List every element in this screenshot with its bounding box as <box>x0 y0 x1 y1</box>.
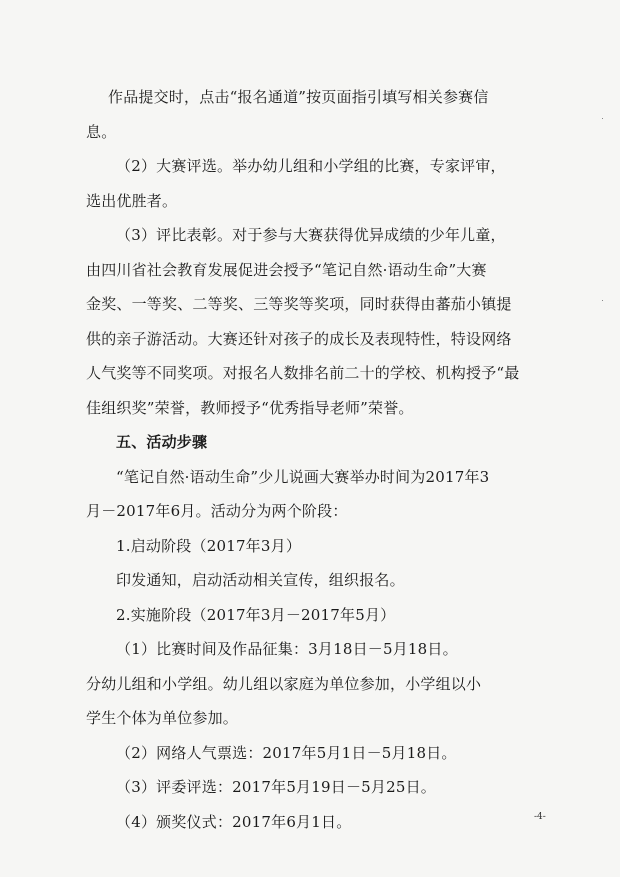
text-line: 1.启动阶段（2017年3月） <box>116 536 302 555</box>
text-line: “笔记自然·语动生命”少儿说画大赛举办时间为2017年3 <box>116 467 490 486</box>
text-line: 供的亲子游活动。大赛还针对孩子的成长及表现特性，特设网络 <box>86 329 512 348</box>
text-line: （1）比赛时间及作品征集：3月18日－5月18日。 <box>116 640 458 658</box>
page-number: -4- <box>534 812 546 822</box>
text-line: 学生个体为单位参加。 <box>86 709 239 727</box>
text-line: （3）评比表彰。对于参与大赛获得优异成绩的少年儿童， <box>116 226 506 244</box>
text-line: 由四川省社会教育发展促进会授予“笔记自然·语动生命”大赛 <box>86 260 487 279</box>
text-line: （4）颁奖仪式：2017年6月1日。 <box>116 812 352 831</box>
text-line: 人气奖等不同奖项。对报名人数排名前二十的学校、机构授予“最 <box>86 364 520 382</box>
text-line: 息。 <box>86 122 117 141</box>
text-line: 佳组织奖”荣誉，教师授予“优秀指导老师”荣誉。 <box>86 398 414 417</box>
section-heading: 五、活动步骤 <box>116 433 208 451</box>
text-line: 金奖、一等奖、二等奖、三等奖等奖项，同时获得由蕃茄小镇提 <box>86 295 512 313</box>
text-line: （2）网络人气票选：2017年5月1日－5月18日。 <box>116 743 457 762</box>
text-line: 分幼儿组和小学组。幼儿组以家庭为单位参加，小学组以小 <box>86 674 482 693</box>
scan-mark <box>602 300 603 301</box>
text-line: 月－2017年6月。活动分为两个阶段： <box>86 502 348 520</box>
text-line: 2.实施阶段（2017年3月－2017年5月） <box>116 605 396 624</box>
text-line: 作品提交时，点击“报名通道”按页面指引填写相关参赛信 <box>108 88 489 106</box>
document-body <box>86 80 556 839</box>
scan-mark <box>602 118 603 119</box>
text-line: 选出优胜者。 <box>86 191 178 210</box>
text-line: （3）评委评选：2017年5月19日－5月25日。 <box>116 778 436 796</box>
text-line: （2）大赛评选。举办幼儿组和小学组的比赛，专家评审， <box>116 157 506 175</box>
text-line: 印发通知，启动活动相关宣传，组织报名。 <box>116 571 405 589</box>
